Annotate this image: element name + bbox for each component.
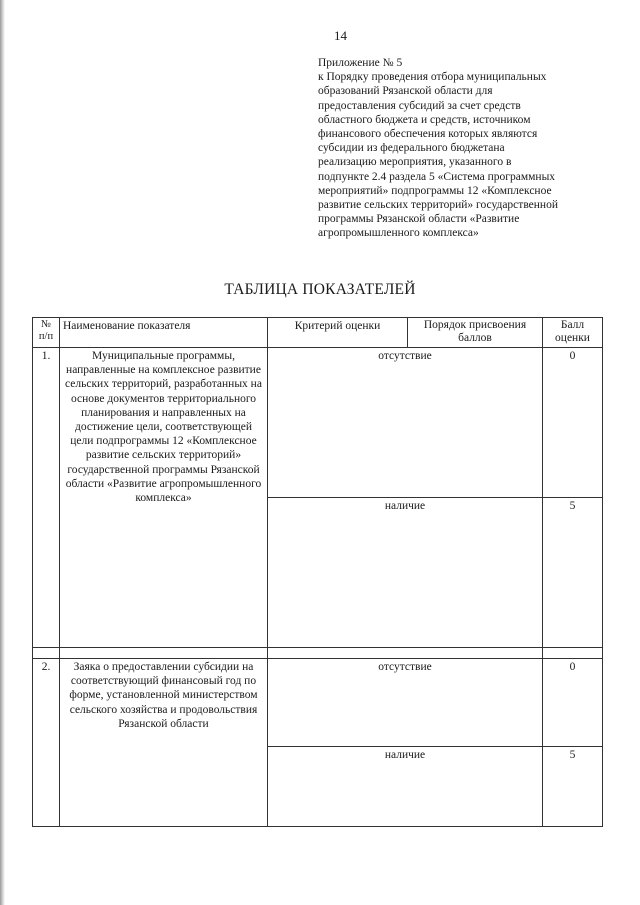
header-criterion: Критерий оценки <box>268 318 408 348</box>
appendix-note <box>318 56 618 241</box>
spacer-cell <box>60 648 268 659</box>
criterion-label: отсутствие <box>268 348 543 498</box>
header-num: № п/п <box>33 318 60 348</box>
scan-edge <box>0 0 5 905</box>
appendix-line: предоставления субсидий за счет средств <box>318 99 521 112</box>
appendix-line: реализацию мероприятия, указанного в <box>318 156 512 169</box>
appendix-line: финансового обеспечения которых являются <box>318 128 538 141</box>
spacer-cell <box>33 648 60 659</box>
table-title: ТАБЛИЦА ПОКАЗАТЕЛЕЙ <box>224 281 416 298</box>
header-name: Наименование показателя <box>60 318 268 348</box>
header-order: Порядок присвоения баллов <box>408 318 543 348</box>
indicator-name: Муниципальные программы, направленные на комплексное развитие сельских территорий, разработанных на основе документов территориального планирования и направленных на достижение цели, соответствующей цели подпрограммы 12 «Комплексное развитие сельских территорий» государственной программы Рязанской области «Развитие агропромышленного комплекса» <box>60 348 268 648</box>
appendix-line: областного бюджета и средств, источником <box>318 113 531 126</box>
appendix-line: развитие сельских территорий» государственной <box>318 199 558 212</box>
criterion-score: 5 <box>543 498 603 648</box>
appendix-line: подпункте 2.4 раздела 5 «Система программных <box>318 170 556 183</box>
criterion-score: 5 <box>543 747 603 827</box>
appendix-line: программы Рязанской области «Развитие <box>318 213 520 226</box>
appendix-line: образований Рязанской области для <box>318 85 493 98</box>
appendix-line: Приложение № 5 <box>318 57 403 69</box>
appendix-line: мероприятий» подпрограммы 12 «Комплексное <box>318 184 552 197</box>
row-number: 2. <box>33 659 60 827</box>
criterion-label: отсутствие <box>268 659 543 747</box>
row-number: 1. <box>33 348 60 648</box>
criterion-score: 0 <box>543 348 603 498</box>
indicators-table <box>32 317 603 827</box>
appendix-line: агропромышленного комплекса» <box>318 227 479 240</box>
table-spacer-row <box>33 648 603 659</box>
page-number: 14 <box>334 28 347 43</box>
table-row <box>33 348 603 498</box>
header-score: Балл оценки <box>543 318 603 348</box>
criterion-score: 0 <box>543 659 603 747</box>
table-row <box>33 659 603 747</box>
spacer-cell <box>268 648 543 659</box>
criterion-label: наличие <box>268 498 543 648</box>
indicator-name: Заяка о предоставлении субсидии на соответствующий финансовый год по форме, установленной министерством сельского хозяйства и продовольствия Рязанской области <box>60 659 268 827</box>
spacer-cell <box>543 648 603 659</box>
appendix-line: субсидии из федерального бюджетана <box>318 142 505 155</box>
appendix-line: к Порядку проведения отбора муниципальных <box>318 71 547 84</box>
criterion-label: наличие <box>268 747 543 827</box>
table-header-row <box>33 318 603 348</box>
